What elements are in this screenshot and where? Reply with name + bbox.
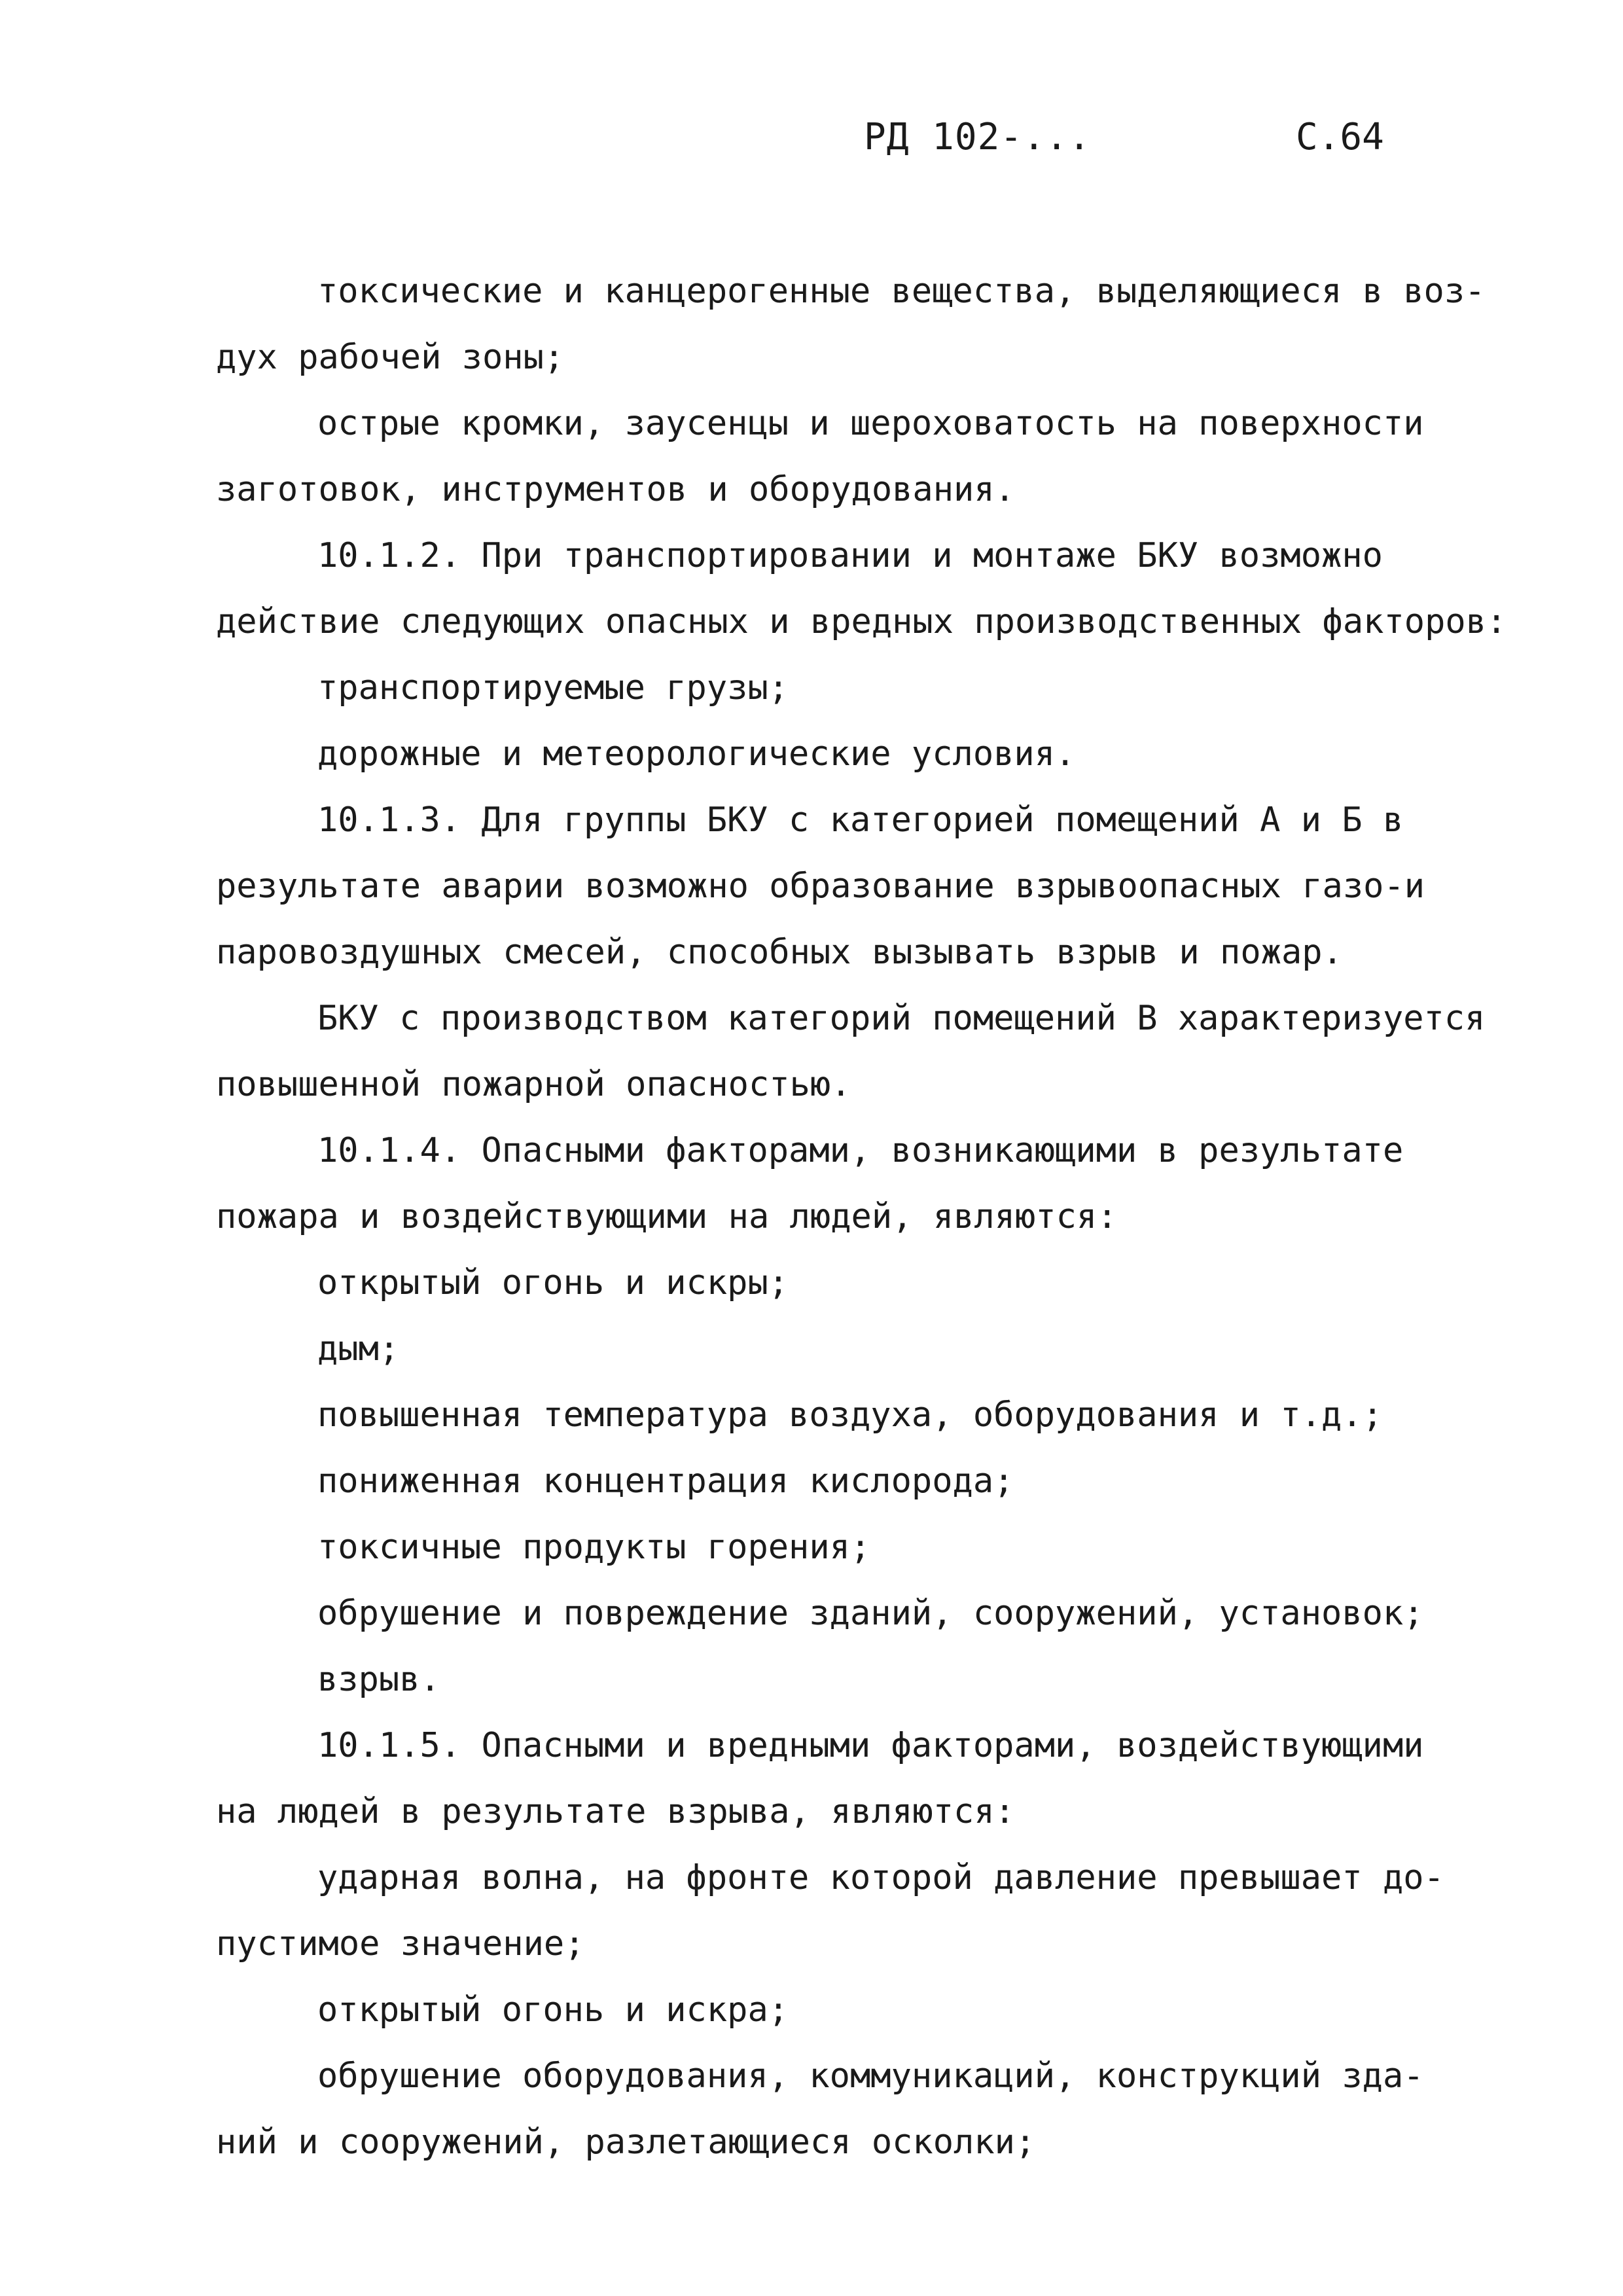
text-line: заготовок, инструментов и оборудования. (216, 470, 1015, 509)
text-line: дым; (317, 1329, 400, 1369)
page-number: С.64 (1296, 116, 1384, 158)
text-line: дух рабочей зоны; (216, 338, 565, 377)
body-text (216, 259, 1531, 2176)
text-line: пожара и воздействующими на людей, являются: (216, 1197, 1118, 1236)
text-line: на людей в результате взрыва, являются: (216, 1792, 1015, 1831)
text-line: открытый огонь и искра; (317, 1990, 789, 2030)
text-line: обрушение оборудования, коммуникаций, конструкций зда- (317, 2056, 1424, 2096)
text-line: БКУ с производством категорий помещений В характеризуется (317, 999, 1486, 1038)
text-line: обрушение и повреждение зданий, сооружений, установок; (317, 1594, 1424, 1633)
text-line: паровоздушных смесей, способных вызывать взрыв и пожар. (216, 933, 1343, 972)
text-line: пустимое значение; (216, 1924, 585, 1964)
text-line: пониженная концентрация кислорода; (317, 1462, 1014, 1501)
text-line: токсические и канцерогенные вещества, выделяющиеся в воз- (317, 272, 1486, 311)
text-line: острые кромки, заусенцы и шероховатость на поверхности (317, 404, 1424, 443)
page-header (864, 111, 1453, 170)
text-line: 10.1.5. Опасными и вредными факторами, воздействующими (317, 1726, 1424, 1765)
text-line: взрыв. (317, 1660, 440, 1699)
document-code: РД 102-... (864, 116, 1092, 158)
text-line: повышенной пожарной опасностью. (216, 1065, 851, 1104)
text-line: 10.1.2. При транспортировании и монтаже БКУ возможно (317, 536, 1383, 575)
text-line: результате аварии возможно образование взрывоопасных газо-и (216, 867, 1425, 906)
text-line: 10.1.3. Для группы БКУ с категорией помещений А и Б в (317, 800, 1404, 840)
text-line: открытый огонь и искры; (317, 1263, 789, 1302)
text-line: ударная волна, на фронте которой давление превышает до- (317, 1858, 1444, 1897)
text-line: токсичные продукты горения; (317, 1528, 871, 1567)
text-line: повышенная температура воздуха, оборудования и т.д.; (317, 1395, 1383, 1435)
text-line: ний и сооружений, разлетающиеся осколки; (216, 2123, 1036, 2162)
text-line: дорожные и метеорологические условия. (317, 734, 1076, 774)
text-line: 10.1.4. Опасными факторами, возникающими в результате (317, 1131, 1404, 1170)
text-line: транспортируемые грузы; (317, 668, 789, 708)
text-line: действие следующих опасных и вредных производственных факторов: (216, 602, 1507, 641)
